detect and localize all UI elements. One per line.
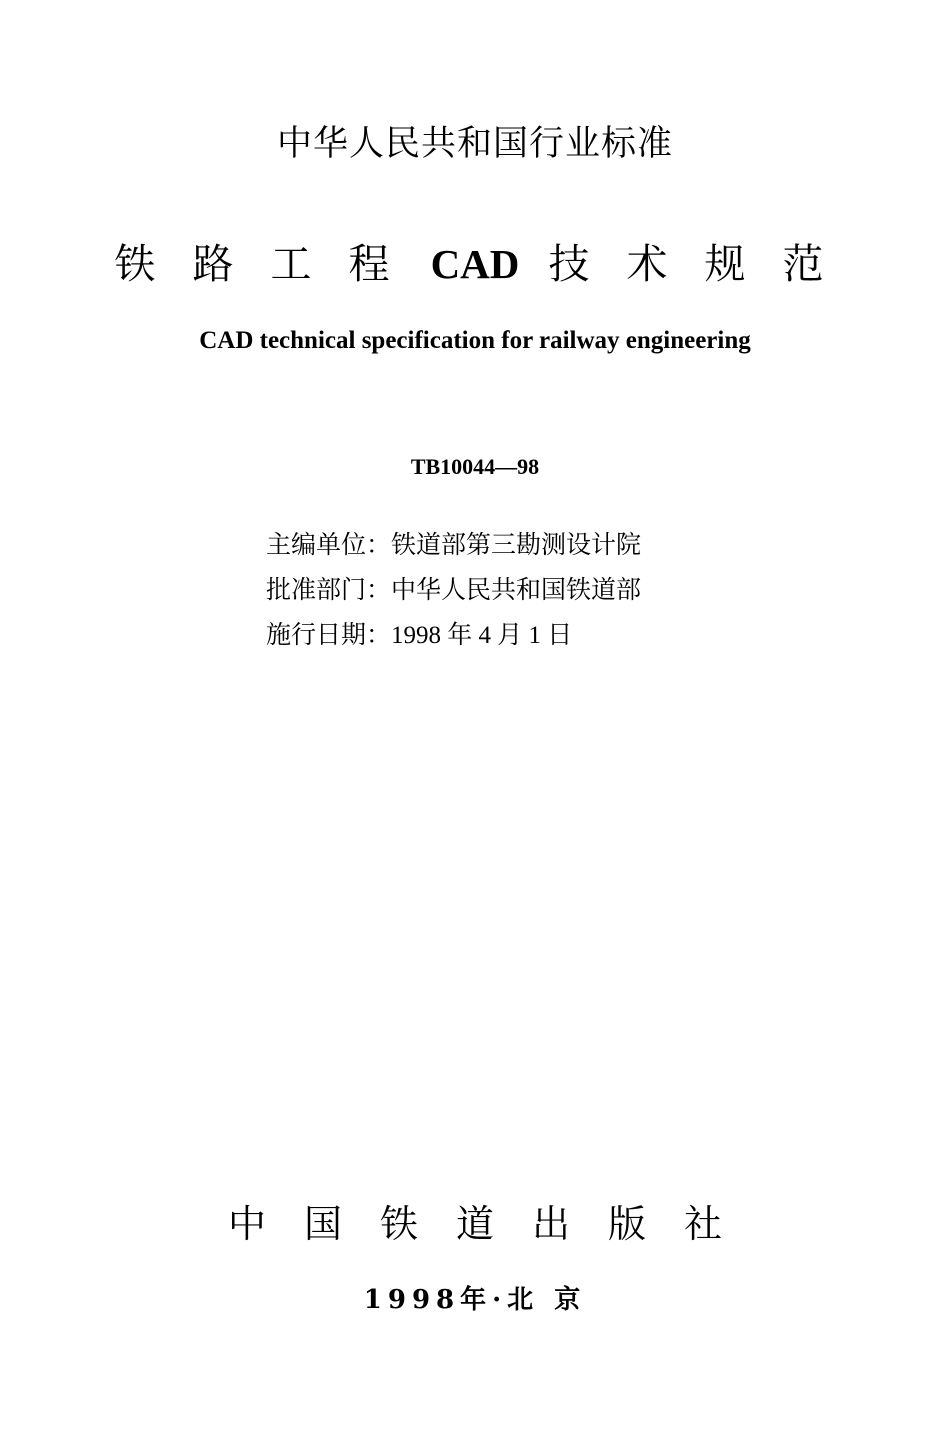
info-block [266, 522, 766, 658]
info-label: 主编单位： [266, 530, 392, 559]
standard-series-title: 中华人民共和国行业标准 [276, 124, 673, 164]
main-title-prefix: 铁 路 工 程 [114, 240, 402, 288]
info-label: 批准部门： [266, 575, 392, 604]
info-value: 1998 年 4 月 1 日 [391, 622, 573, 649]
main-title [0, 238, 950, 290]
info-value: 铁道部第三勘测设计院 [391, 530, 642, 559]
english-title: CAD technical specification for railway engineering [199, 327, 751, 354]
info-editor-unit [266, 522, 766, 567]
main-title-latin: CAD [430, 241, 520, 287]
info-value: 中华人民共和国铁道部 [391, 575, 642, 604]
info-label: 施行日期： [266, 620, 392, 649]
info-effective-date [266, 612, 766, 658]
publisher: 中国铁道出版社 [227, 1202, 760, 1246]
info-approval-dept [266, 567, 766, 612]
imprint-year-place: 1998年·北 京 [363, 1285, 587, 1315]
standard-number: TB10044—98 [410, 454, 540, 479]
main-title-suffix: 技 术 规 范 [548, 240, 836, 288]
